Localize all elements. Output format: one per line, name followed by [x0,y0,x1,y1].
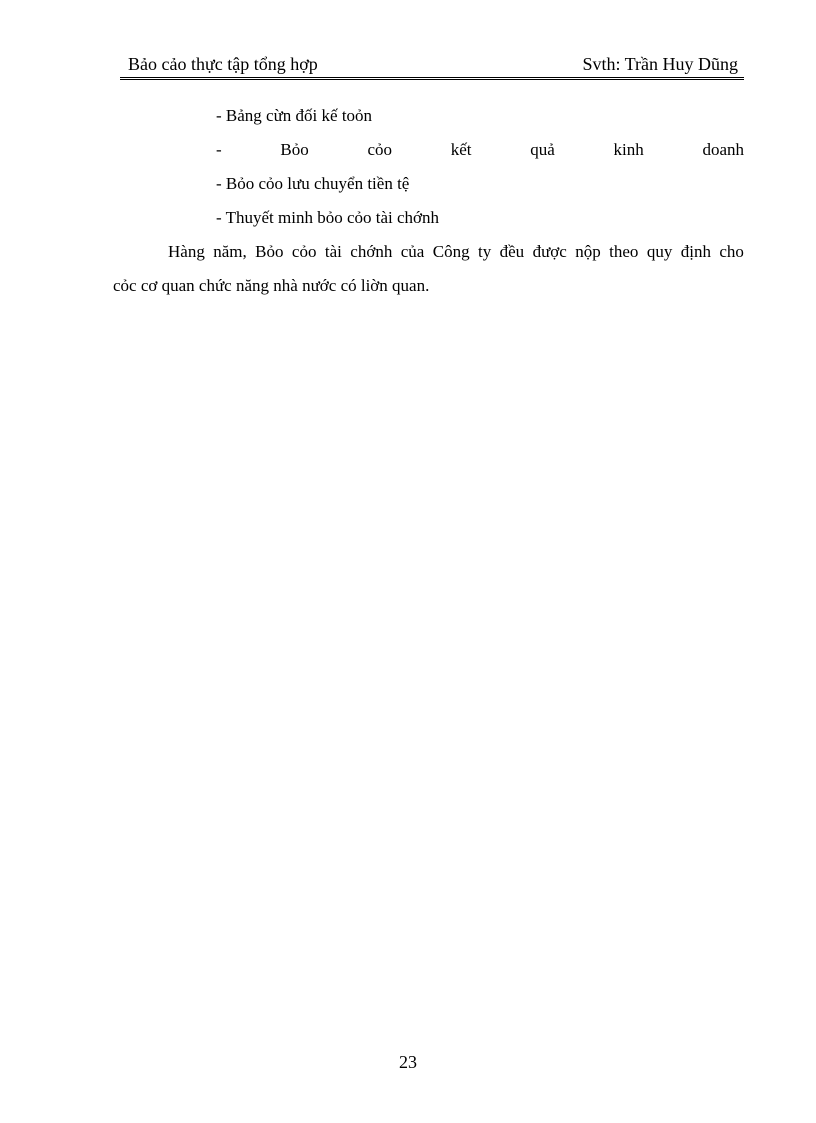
para-word: Công [432,242,470,261]
para-word: cho [719,242,744,261]
para-word: năm, [213,242,247,261]
header-author: Svth: Trần Huy Dũng [582,54,738,74]
para-word: quy [646,242,673,261]
para-word: Bỏo [255,242,284,261]
para-word: định [680,242,711,261]
para-word: được [532,242,567,261]
list-word: kết [450,140,472,159]
para-word: đều [499,242,525,261]
list-item: - Thuyết minh bỏo cỏo tài chớnh [216,208,440,227]
header-rule [120,77,744,78]
para-word: tài [324,242,342,261]
list-item: - Bảng cừn đối kế toỏn [216,106,373,125]
para-word: Hàng [168,242,205,261]
header-rule-double [120,79,744,80]
list-word: kinh [613,140,644,159]
list-word: Bỏo [280,140,309,159]
list-word: quả [530,140,555,159]
paragraph-line: cỏc cơ quan chức năng nhà nước có liờn quan. [113,276,430,295]
para-word: nộp [575,242,601,261]
page-header [120,52,744,76]
para-word: ty [477,242,492,261]
list-item-justified [216,138,744,162]
list-word: cỏo [367,140,392,159]
list-word: - [216,140,222,159]
list-word: doanh [702,140,744,159]
para-word: cỏo [291,242,317,261]
para-word: chớnh [350,242,393,261]
page-number: 23 [399,1052,417,1072]
paragraph-line-justified [168,240,744,264]
list-item: - Bỏo cỏo lưu chuyển tiền tệ [216,174,410,193]
para-word: của [400,242,425,261]
para-word: theo [609,242,639,261]
header-title: Bảo cảo thực tập tổng hợp [128,54,318,74]
